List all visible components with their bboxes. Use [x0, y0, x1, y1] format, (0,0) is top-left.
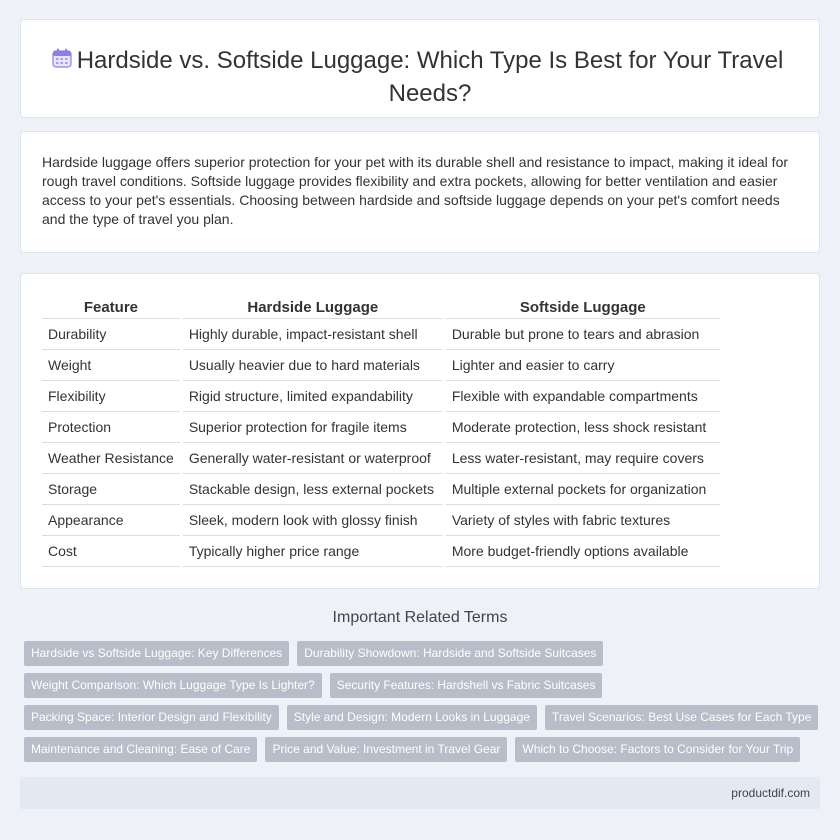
related-term-link[interactable]: Which to Choose: Factors to Consider for Your Trip	[515, 737, 800, 762]
header-hardside: Hardside Luggage	[183, 296, 443, 319]
comparison-card	[20, 273, 820, 589]
cell-softside: Less water-resistant, may require covers	[446, 443, 720, 474]
related-terms-list	[24, 641, 824, 769]
related-term-link[interactable]: Packing Space: Interior Design and Flexibility	[24, 705, 279, 730]
cell-feature: Cost	[42, 536, 180, 567]
table-row	[42, 505, 720, 536]
cell-softside: Flexible with expandable compartments	[446, 381, 720, 412]
related-term-link[interactable]: Maintenance and Cleaning: Ease of Care	[24, 737, 257, 762]
table-row	[42, 443, 720, 474]
related-terms-row	[24, 641, 824, 666]
table-header-row	[42, 296, 720, 319]
cell-softside: Variety of styles with fabric textures	[446, 505, 720, 536]
page-title: Hardside vs. Softside Luggage: Which Type Is Best for Your Travel Needs?	[76, 47, 784, 107]
cell-feature: Flexibility	[42, 381, 180, 412]
cell-softside: More budget-friendly options available	[446, 536, 720, 567]
cell-feature: Appearance	[42, 505, 180, 536]
related-term-link[interactable]: Weight Comparison: Which Luggage Type Is Lighter?	[24, 673, 322, 698]
cell-softside: Multiple external pockets for organization	[446, 474, 720, 505]
cell-feature: Protection	[42, 412, 180, 443]
footer-site: productdif.com	[731, 786, 810, 800]
related-term-link[interactable]: Durability Showdown: Hardside and Softside Suitcases	[297, 641, 603, 666]
intro-card	[20, 131, 820, 253]
comparison-table	[42, 296, 720, 567]
cell-hardside: Rigid structure, limited expandability	[183, 381, 443, 412]
header-feature: Feature	[42, 296, 180, 319]
related-term-link[interactable]: Travel Scenarios: Best Use Cases for Each Type	[545, 705, 818, 730]
related-terms-title: Important Related Terms	[332, 609, 508, 626]
table-row	[42, 350, 720, 381]
related-term-link[interactable]: Hardside vs Softside Luggage: Key Differences	[24, 641, 289, 666]
cell-feature: Weather Resistance	[42, 443, 180, 474]
cell-softside: Lighter and easier to carry	[446, 350, 720, 381]
table-row	[42, 412, 720, 443]
related-terms-row	[24, 673, 824, 698]
cell-hardside: Sleek, modern look with glossy finish	[183, 505, 443, 536]
title-card	[20, 19, 820, 118]
cell-hardside: Stackable design, less external pockets	[183, 474, 443, 505]
cell-hardside: Highly durable, impact-resistant shell	[183, 319, 443, 350]
cell-hardside: Typically higher price range	[183, 536, 443, 567]
related-terms-row	[24, 705, 824, 730]
cell-softside: Durable but prone to tears and abrasion	[446, 319, 720, 350]
cell-hardside: Generally water-resistant or waterproof	[183, 443, 443, 474]
cell-feature: Weight	[42, 350, 180, 381]
cell-hardside: Superior protection for fragile items	[183, 412, 443, 443]
cell-softside: Moderate protection, less shock resistant	[446, 412, 720, 443]
header-softside: Softside Luggage	[446, 296, 720, 319]
related-term-link[interactable]: Security Features: Hardshell vs Fabric Suitcases	[330, 673, 603, 698]
table-row	[42, 536, 720, 567]
cell-hardside: Usually heavier due to hard materials	[183, 350, 443, 381]
related-term-link[interactable]: Style and Design: Modern Looks in Luggage	[287, 705, 537, 730]
table-row	[42, 381, 720, 412]
related-terms-row	[24, 737, 824, 762]
related-term-link[interactable]: Price and Value: Investment in Travel Gear	[265, 737, 507, 762]
footer	[20, 777, 820, 809]
intro-paragraph: Hardside luggage offers superior protection for your pet with its durable shell and resistance to impact, making it ideal for rough travel conditions. Softside luggage provides flexibility and extra pockets, allowing for better ventilation and easier access to your pet's essentials. Choosing between hardside and softside luggage depends on your pet's comfort needs and the type of travel you plan.	[42, 154, 789, 227]
table-row	[42, 474, 720, 505]
cell-feature: Durability	[42, 319, 180, 350]
cell-feature: Storage	[42, 474, 180, 505]
table-row	[42, 319, 720, 350]
